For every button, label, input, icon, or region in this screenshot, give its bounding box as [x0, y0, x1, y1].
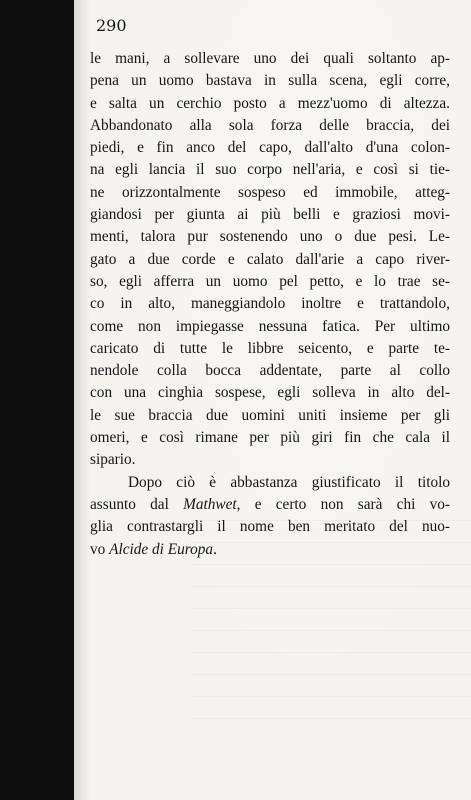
- text-line: sipario.: [90, 451, 136, 469]
- text-line: co in alto, maneggiandolo inoltre e trattandolo,: [90, 295, 450, 313]
- body-text: [90, 48, 450, 561]
- paragraph2-line: [90, 494, 450, 516]
- italic-name-mathwet: Mathwet: [183, 495, 237, 513]
- text-line: Abbandonato alla sola forza delle braccia, dei: [90, 116, 450, 134]
- page-number: 290: [96, 16, 127, 35]
- text-line: nendole colla bocca addentate, parte al collo: [90, 362, 450, 380]
- text-line: gato a due corde e calato dall'arie a capo river-: [90, 250, 450, 268]
- text-line: come non impiegasse nessuna fatica. Per ultimo: [90, 317, 450, 335]
- text-line: giandosi per giunta ai più belli e graziosi movi-: [90, 206, 450, 224]
- italic-title-alcide: Alcide di Europa: [109, 540, 214, 558]
- text-line: piedi, e fin anco del capo, dall'alto d'una colon-: [90, 139, 450, 157]
- text-line: so, egli afferra un uomo pel petto, e lo trae se-: [90, 272, 450, 290]
- paragraph2-line: glia contrastargli il nome ben meritato del nuo-: [90, 518, 450, 536]
- text-line: caricato di tutte le libbre seicento, e parte te-: [90, 339, 450, 357]
- paragraph2-line: Dopo ciò è abbastanza giustificato il titolo: [128, 473, 450, 491]
- text-line: pena un uomo bastava in sulla scena, egli corre,: [90, 72, 450, 90]
- text-line: ne orizzontalmente sospeso ed immobile, atteg-: [90, 183, 450, 201]
- text-fragment: , e certo non sarà chi vo-: [236, 495, 450, 513]
- text-fragment: vo: [90, 540, 110, 558]
- text-line: con una cinghia sospese, egli solleva in alto del-: [90, 384, 450, 402]
- paragraph2-line: [90, 539, 450, 561]
- text-fragment: assunto dal: [90, 495, 184, 513]
- text-line: na egli lancia il suo corpo nell'aria, e così si tie-: [90, 161, 450, 179]
- text-line: menti, talora pur sostenendo uno o due pesi. Le-: [90, 228, 450, 246]
- text-line: le sue braccia due uomini uniti insieme per gli: [90, 406, 450, 424]
- text-line: e salta un cerchio posto a mezz'uomo di altezza.: [90, 94, 450, 112]
- text-fragment: .: [213, 540, 217, 558]
- text-line: le mani, a sollevare uno dei quali soltanto ap-: [90, 50, 450, 67]
- text-line: omeri, e così rimane per più giri fin che cala il: [90, 429, 450, 447]
